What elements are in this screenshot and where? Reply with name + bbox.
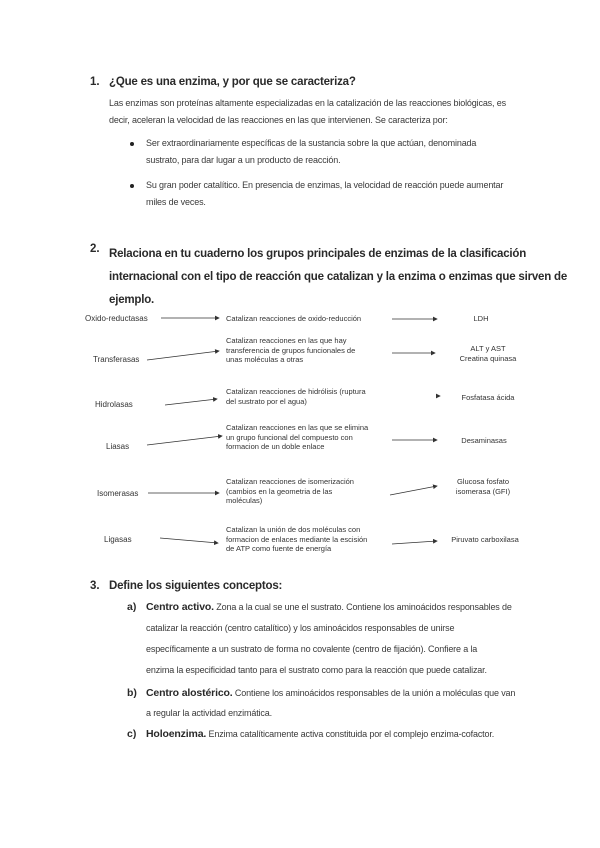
example-line: Fosfatasa ácida <box>461 393 515 402</box>
arrow <box>390 486 437 495</box>
arrow <box>147 436 222 445</box>
group-isomerasas: Isomerasas <box>97 489 139 498</box>
reaction-line: Catalizan reacciones en las que hay <box>226 336 347 345</box>
example-line: isomerasa (GFI) <box>455 486 511 496</box>
example-line: LDH <box>473 314 489 323</box>
group-hidrolasas: Hidrolasas <box>95 400 133 409</box>
example-line: ALT y AST <box>470 344 506 353</box>
q1-intro-line: decir, aceleran la velocidad de las reacciones en las que intervienen. Se caracteriza por: <box>109 115 448 125</box>
reaction-line: Catalizan la unión de dos moléculas con <box>226 525 361 534</box>
def-term: Centro activo. <box>146 601 214 613</box>
def-text-line: enzima la especificidad tanto para el sustrato como para la reacción que puede catalizar. <box>146 665 487 675</box>
reaction-line: Catalizan reacciones de hidrólisis (ruptura <box>226 387 366 396</box>
q2-title-line: ejemplo. <box>109 294 155 306</box>
def-text: Enzima catalíticamente activa constituida por el complejo enzima-cofactor. <box>206 729 495 739</box>
q1-number: 1. <box>90 76 100 88</box>
example-line: Creatina quinasa <box>459 353 517 363</box>
def-centro-alosterico <box>146 687 515 699</box>
reaction-line: del sustrato por el agua) <box>226 396 307 406</box>
q2-title-line: internacional con el tipo de reacción que catalizan y la enzima o enzimas que sirven de <box>109 271 568 283</box>
arrow <box>160 538 218 543</box>
q1-title: ¿Que es una enzima, y por que se caracteriza? <box>109 76 356 88</box>
def-term: Holoenzima. <box>146 728 207 740</box>
def-text-line: específicamente a un sustrato de forma no covalente (centro de fijación). Confiere a la <box>146 644 478 654</box>
reaction-line: unas moléculas a otras <box>226 355 304 364</box>
def-letter-b: b) <box>127 687 137 699</box>
bullet-text: Ser extraordinariamente específicas de la sustancia sobre la que actúan, denominada <box>146 138 477 148</box>
def-letter-c: c) <box>127 728 137 740</box>
bullet-text: miles de veces. <box>146 197 206 207</box>
q3-title: Define los siguientes conceptos: <box>109 580 283 592</box>
reaction-line: formacion de enlaces mediante la escisión <box>226 534 368 544</box>
example-line: Desaminasas <box>461 436 507 445</box>
def-term: Centro alostérico. <box>146 687 233 699</box>
reaction-line: Catalizan reacciones de isomerización <box>226 477 354 486</box>
reaction-line: transferencia de grupos funcionales de <box>226 345 356 355</box>
def-holoenzima <box>146 728 494 740</box>
def-letter-a: a) <box>127 601 137 613</box>
group-liasas: Liasas <box>106 442 130 451</box>
group-transferasas: Transferasas <box>93 355 140 364</box>
reaction-line: (cambios en la geometria de las <box>226 486 333 496</box>
q2-number: 2. <box>90 243 100 255</box>
def-text: Zona a la cual se une el sustrato. Contiene los aminoácidos responsables de <box>213 602 512 612</box>
reaction-line: un grupo funcional del compuesto con <box>226 432 353 442</box>
def-text-line: catalizar la reacción (centro catalítico) y los aminoácidos responsables de unirse <box>146 623 455 633</box>
def-text: Contiene los aminoácidos responsables de la unión a moléculas que van <box>232 688 516 698</box>
q1-intro-line: Las enzimas son proteínas altamente especializadas en la catalización de las reacciones biológicas, es <box>109 98 506 108</box>
reaction-line: moléculas) <box>226 496 263 505</box>
group-oxido-reductasas: Oxido-reductasas <box>85 314 148 323</box>
example-line: Glucosa fosfato <box>456 477 510 486</box>
group-ligasas: Ligasas <box>104 535 132 544</box>
q2-title-line: Relaciona en tu cuaderno los grupos principales de enzimas de la clasificación <box>109 248 527 260</box>
example-line: Piruvato carboxilasa <box>451 535 519 544</box>
bullet-text: Su gran poder catalítico. En presencia de enzimas, la velocidad de reacción puede aumentar <box>146 180 504 190</box>
reaction-line: de ATP como fuente de energía <box>226 544 332 553</box>
arrow <box>165 399 217 405</box>
q3-number: 3. <box>90 580 100 592</box>
reaction-line: Catalizan reacciones en las que se elimina <box>226 423 369 432</box>
def-centro-activo <box>146 601 512 613</box>
arrow <box>147 351 219 360</box>
reaction-line: Catalizan reacciones de oxido-reducción <box>226 314 362 323</box>
arrow <box>392 541 437 544</box>
def-text-line: a regular la actividad enzimática. <box>146 708 272 718</box>
reaction-line: formacion de un doble enlace <box>226 442 325 451</box>
bullet-text: sustrato, para dar lugar a un producto de reacción. <box>146 155 341 165</box>
